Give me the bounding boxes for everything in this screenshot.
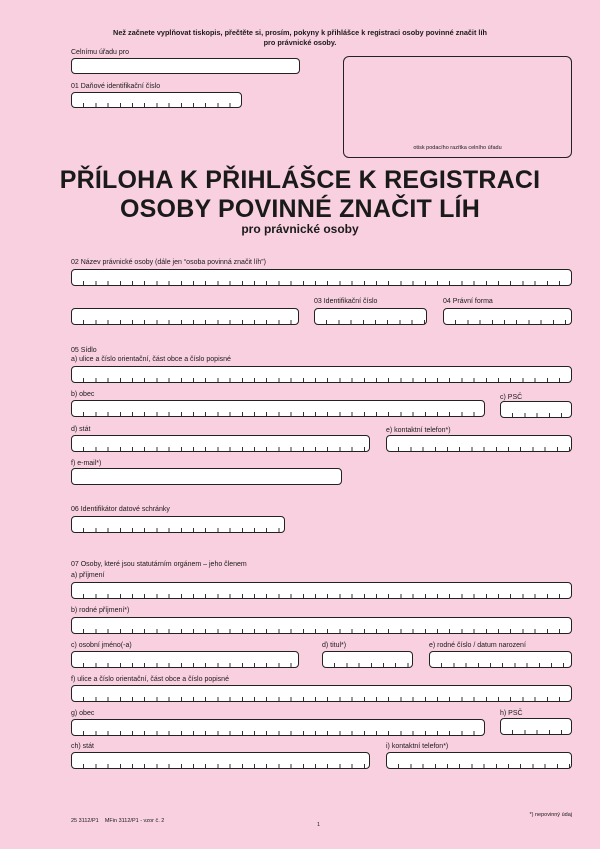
- statutory-body-heading: 07 Osoby, které jsou statutárním orgánem – jeho členem: [71, 561, 247, 568]
- member-given-names-field[interactable]: [71, 651, 299, 668]
- member-city-label: g) obec: [71, 710, 95, 717]
- form-code: 25 3112/P1 MFin 3112/P1 - vzor č. 2: [71, 818, 165, 824]
- member-birth-surname-label: b) rodné příjmení*): [71, 607, 130, 614]
- legal-entity-name-label: 02 Název právnické osoby (dále jen “osoba povinná značit líh”): [71, 259, 266, 266]
- hq-zip-field[interactable]: [500, 401, 572, 418]
- notice-line-2: pro právnické osoby.: [263, 38, 337, 47]
- hq-street-field[interactable]: [71, 366, 572, 383]
- legal-entity-name-continued-field[interactable]: [71, 308, 299, 325]
- office-stamp-box: [343, 56, 572, 158]
- member-phone-label: i) kontaktní telefon*): [386, 743, 449, 750]
- form-title-line-1: PŘÍLOHA K PŘIHLÁŠCE K REGISTRACI: [59, 166, 541, 194]
- member-birth-surname-field[interactable]: [71, 617, 572, 634]
- member-zip-label: h) PSČ: [500, 710, 523, 717]
- member-street-label: f) ulice a číslo orientační, část obce a číslo popisné: [71, 676, 229, 683]
- hq-email-field[interactable]: [71, 468, 342, 485]
- instructions-notice: [60, 28, 540, 48]
- form-subtitle: pro právnické osoby: [241, 222, 359, 236]
- data-box-label: 06 Identifikátor datové schránky: [71, 506, 170, 513]
- legal-form-label: 04 Právní forma: [443, 298, 493, 305]
- office-label: Celnímu úřadu pro: [71, 49, 129, 56]
- optional-note: *) nepovinný údaj: [529, 812, 572, 818]
- registered-office-heading: 05 Sídlo: [71, 347, 97, 354]
- member-phone-field[interactable]: [386, 752, 572, 769]
- stamp-caption: otisk podacího razítka celního úřadu: [413, 145, 502, 151]
- member-zip-field[interactable]: [500, 718, 572, 735]
- member-state-label: ch) stát: [71, 743, 94, 750]
- hq-phone-label: e) kontaktní telefon*): [386, 427, 451, 434]
- identification-number-label: 03 Identifikační číslo: [314, 298, 378, 305]
- hq-state-label: d) stát: [71, 426, 91, 433]
- member-city-field[interactable]: [71, 719, 485, 736]
- member-state-field[interactable]: [71, 752, 370, 769]
- tax-id-label: 01 Daňové identifikační číslo: [71, 83, 161, 90]
- identification-number-field[interactable]: [314, 308, 427, 325]
- hq-state-field[interactable]: [71, 435, 370, 452]
- hq-email-label: f) e-mail*): [71, 460, 102, 467]
- hq-city-field[interactable]: [71, 400, 485, 417]
- hq-zip-label: c) PSČ: [500, 394, 523, 401]
- member-surname-field[interactable]: [71, 582, 572, 599]
- data-box-field[interactable]: [71, 516, 285, 533]
- member-title-field[interactable]: [322, 651, 413, 668]
- member-street-field[interactable]: [71, 685, 572, 702]
- hq-phone-field[interactable]: [386, 435, 572, 452]
- page-number: 1: [317, 822, 321, 828]
- legal-entity-name-field[interactable]: [71, 269, 572, 286]
- hq-street-label: a) ulice a číslo orientační, část obce a číslo popisné: [71, 356, 231, 363]
- tax-id-field[interactable]: [71, 92, 242, 108]
- member-title-label: d) titul*): [322, 642, 347, 649]
- member-birth-number-label: e) rodné číslo / datum narození: [429, 642, 526, 649]
- hq-city-label: b) obec: [71, 391, 95, 398]
- member-given-names-label: c) osobní jméno(-a): [71, 642, 132, 649]
- notice-line-1: Než začnete vyplňovat tiskopis, přečtěte si, prosím, pokyny k přihlášce k registraci osoby povinné značit líh: [113, 28, 487, 37]
- office-field[interactable]: [71, 58, 300, 74]
- member-surname-label: a) příjmení: [71, 572, 105, 579]
- form-title-line-2: OSOBY POVINNÉ ZNAČIT LÍH: [120, 195, 480, 223]
- member-birth-number-field[interactable]: [429, 651, 572, 668]
- legal-form-field[interactable]: [443, 308, 572, 325]
